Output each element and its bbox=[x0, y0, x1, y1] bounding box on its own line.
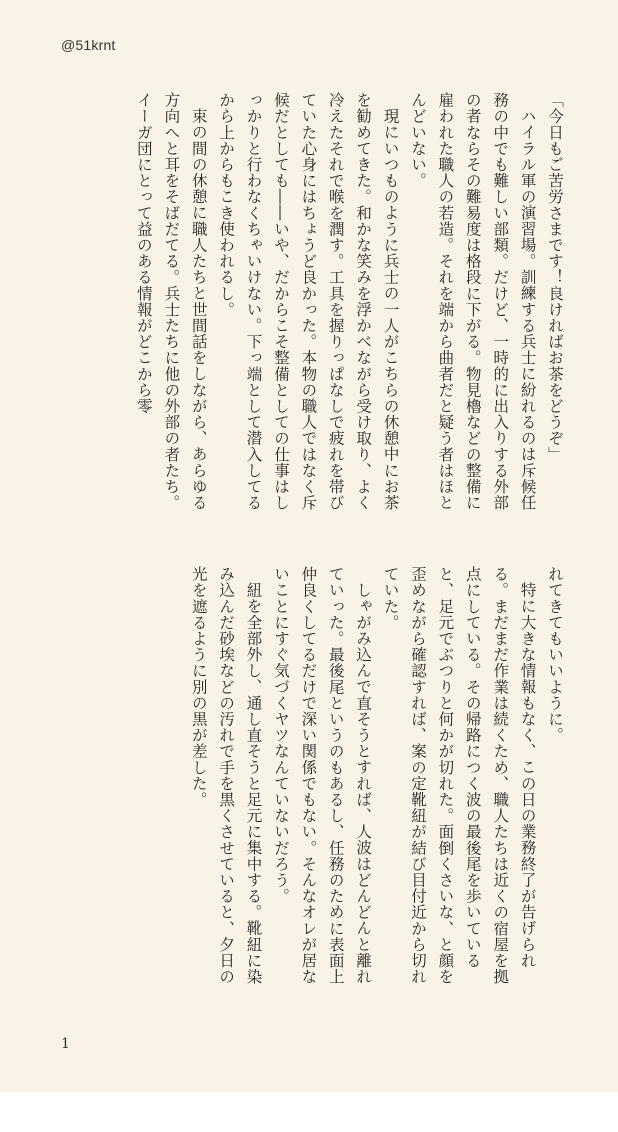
dialogue-line: 「今日もご苦労さまです！良ければお茶をどうぞ」 bbox=[546, 92, 564, 463]
paragraph: 紐を全部外し、通し直そうと足元に集中する。靴紐に染み込んだ砂埃などの汚れで手を黒くさせていると、夕日の光を遮るように別の黒が差した。 bbox=[189, 566, 263, 985]
paragraph: 束の間の休憩に職人たちと世間話をしながら、あらゆる方向へと耳をそばだてる。兵士たちに他の外部の者たち。イーガ団にとって益のある情報がどこから零 bbox=[134, 92, 208, 511]
text-block-top bbox=[58, 92, 568, 522]
text-block-bottom bbox=[58, 566, 568, 996]
paragraph: しゃがみ込んで直そうとすれば、人波はどんどんと離れていった。最後尾というのもあるし、任務のために表面上仲良くしてるだけで深い関係でもない。そんなオレが居ないことにすぐ気づくヤツなんていないだろう。 bbox=[271, 566, 373, 985]
paragraph: ハイラル軍の演習場。訓練する兵士に紛れるのは斥候任務の中でも難しい部類。だけど、一時的に出入りする外部の者ならその難易度は格段に下がる。物見櫓などの整備に雇われた職人の若造。それを端から曲者だと疑う者はほとんどいない。 bbox=[408, 92, 537, 511]
paragraph: 特に大きな情報もなく、この日の業務終了が告げられる。まだまだ作業は続くため、職人たちは近くの宿屋を拠点にしている。その帰路につく波の最後尾を歩いていると、足元でぶつりと何かが切れた。面倒くさいな、と顔を歪めながら確認すれば、案の定靴紐が結び目付近から切れていた。 bbox=[381, 566, 537, 985]
author-handle: @51krnt bbox=[61, 37, 116, 53]
paragraph-continuation: れてきてもいいように。 bbox=[546, 566, 564, 744]
page-number: 1 bbox=[61, 1036, 70, 1052]
paragraph: 現にいつものように兵士の一人がこちらの休憩中にお茶を勧めてきた。和かな笑みを浮かべながら受け取り、よく冷えたそれで喉を潤す。工具を握りっぱなしで疲れを帯びていた心身にはちょうど良かった。本物の職人ではなく斥候だとしても――いや、だからこそ整備としての仕事はしっかりと行わなくちゃいけない。下っ端として潜入してるから上からもこき使われるし。 bbox=[217, 92, 400, 511]
